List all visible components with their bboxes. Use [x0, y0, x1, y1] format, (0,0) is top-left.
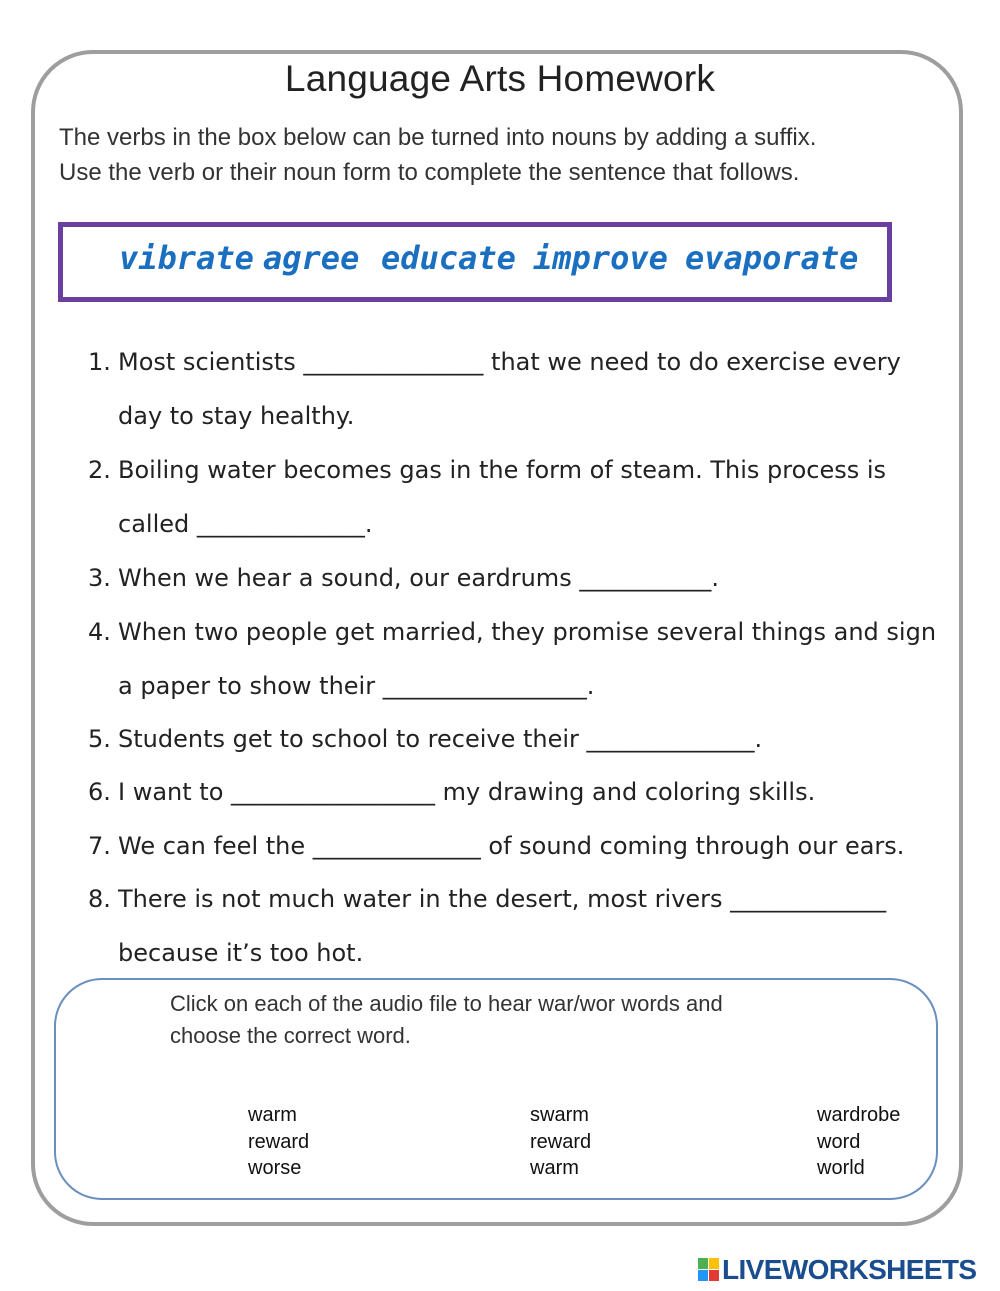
audio-instructions [170, 988, 723, 1052]
question-text: Students get to school to receive their ______________. [118, 725, 763, 753]
audio-instructions-line-2: choose the correct word. [170, 1023, 411, 1048]
question-number: 3. [88, 564, 111, 592]
question-text-continued: because it’s too hot. [118, 939, 364, 967]
question-number: 7. [88, 832, 111, 860]
word-box [58, 222, 892, 302]
word-choice-option[interactable]: warm [530, 1157, 579, 1179]
question-text-continued: called ______________. [118, 510, 373, 538]
question-text: Boiling water becomes gas in the form of steam. This process is [118, 456, 887, 484]
question-2 [88, 456, 887, 538]
question-number: 4. [88, 618, 111, 646]
question-8 [88, 885, 887, 967]
word-choice-option[interactable]: reward [248, 1130, 310, 1153]
question-text-continued: day to stay healthy. [118, 402, 355, 430]
question-text: I want to _________________ my drawing and coloring skills. [118, 778, 816, 806]
word-vibrate: vibrate [119, 239, 254, 277]
question-number: 1. [88, 348, 111, 376]
question-6 [88, 778, 816, 806]
word-choice-option[interactable]: world [817, 1157, 865, 1179]
question-5 [88, 725, 763, 753]
question-text: When we hear a sound, our eardrums ___________. [118, 564, 719, 592]
brand-name: LIVEWORKSHEETS [722, 1254, 977, 1285]
question-number: 5. [88, 725, 111, 753]
question-text: When two people get married, they promise several things and sign [118, 618, 937, 646]
question-4 [88, 618, 937, 700]
question-text: There is not much water in the desert, most rivers _____________ [118, 885, 887, 913]
question-number: 8. [88, 885, 111, 913]
word-improve: improve [533, 239, 668, 277]
question-text-continued: a paper to show their _________________. [118, 672, 595, 700]
instructions-line-2: Use the verb or their noun form to complete the sentence that follows. [59, 159, 800, 186]
word-educate: educate [381, 239, 516, 277]
liveworksheets-logo-icon [698, 1258, 720, 1282]
question-text: Most scientists _______________ that we need to do exercise every [118, 348, 901, 376]
instructions-line-1: The verbs in the box below can be turned into nouns by adding a suffix. [59, 124, 817, 151]
word-agree: agree [263, 239, 360, 277]
word-choice-option[interactable]: warm [248, 1104, 297, 1126]
question-number: 2. [88, 456, 111, 484]
word-choice-column-1 [248, 1102, 309, 1182]
audio-instructions-line-1: Click on each of the audio file to hear war/wor words and [170, 991, 723, 1016]
word-evaporate: evaporate [685, 239, 859, 277]
word-choice-option[interactable]: worse [248, 1157, 302, 1179]
word-choice-option[interactable]: swarm [530, 1104, 589, 1126]
question-number: 6. [88, 778, 111, 806]
instructions [59, 120, 939, 190]
question-1 [88, 348, 901, 430]
question-3 [88, 564, 719, 592]
word-choice-option[interactable]: wardrobe [817, 1104, 901, 1126]
word-choice-option[interactable]: reward [530, 1130, 592, 1153]
question-7 [88, 832, 905, 860]
page-title: Language Arts Homework [284, 58, 716, 99]
word-choice-column-3 [817, 1102, 900, 1182]
question-text: We can feel the ______________ of sound coming through our ears. [118, 832, 905, 860]
word-choice-column-2 [530, 1102, 591, 1182]
word-choice-option[interactable]: word [817, 1130, 861, 1153]
